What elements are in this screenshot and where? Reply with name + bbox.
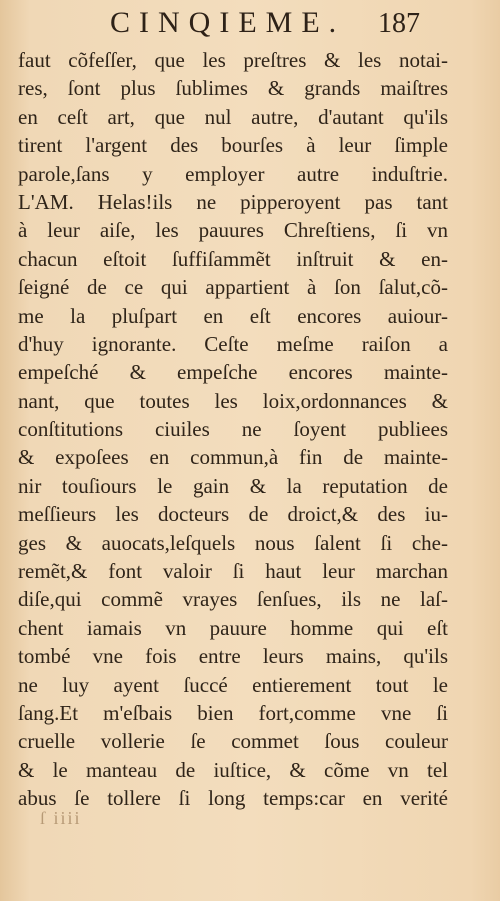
text-line: d'huy ignorante. Ceſte meſme raiſon a	[18, 331, 448, 356]
text-line: faut cõfeſſer, que les preſtres & les notai-	[18, 48, 448, 72]
text-line: chacun eſtoit ſuffiſammẽt inſtruit & en-	[18, 246, 448, 271]
page-number: 187	[378, 8, 420, 39]
text-line: chent iamais vn pauure homme qui eſt	[18, 615, 448, 640]
text-line: ſang.Et m'eſbais bien fort,comme vne ſi	[18, 700, 448, 725]
text-line: conſtitutions ciuiles ne ſoyent publiees	[18, 417, 448, 442]
text-line: meſſieurs les docteurs de droict,& des iu-	[18, 502, 448, 527]
text-line: & le manteau de iuſtice, & cõme vn tel	[18, 757, 448, 782]
text-line: tombé vne fois entre leurs mains, qu'ils	[18, 644, 448, 669]
text-line: & expoſees en commun,à fin de mainte-	[18, 445, 448, 470]
page-header	[0, 2, 500, 46]
body-text	[18, 46, 448, 813]
text-line: nir touſiours le gain & la reputation de	[18, 473, 448, 498]
text-line: empeſché & empeſche encores mainte-	[18, 360, 448, 385]
text-line: remẽt,& font valoir ſi haut leur marchan	[18, 559, 448, 584]
text-line: ſeigné de ce qui appartient à ſon ſalut,cõ-	[18, 275, 448, 300]
text-line: tirent l'argent des bourſes à leur ſimple	[18, 133, 448, 158]
running-title: CINQIEME.	[110, 6, 346, 39]
text-line: ges & auocats,leſquels nous ſalent ſi che-	[18, 530, 448, 555]
text-line: res, ſont plus ſublimes & grands maiſtres	[18, 76, 448, 101]
text-line: parole,ſans y employer autre induſtrie.	[18, 161, 448, 186]
text-line: nant, que toutes les loix,ordonnances &	[18, 388, 448, 413]
text-line: à leur aiſe, les pauures Chreſtiens, ſi vn	[18, 218, 448, 243]
text-line: ne luy ayent ſuccé entierement tout le	[18, 672, 448, 697]
text-line: abus ſe tollere ſi long temps:car en verité	[18, 786, 448, 811]
text-line: me la pluſpart en eſt encores auiour-	[18, 303, 448, 328]
text-line: cruelle vollerie ſe commet ſous couleur	[18, 729, 448, 754]
signature-mark: ſ iiii	[40, 808, 82, 828]
text-line: diſe,qui commẽ vrayes ſenſues, ils ne laſ-	[18, 587, 448, 612]
text-line: en ceſt art, que nul autre, d'autant qu'ils	[18, 104, 448, 129]
text-line: L'AM. Helas!ils ne pipperoyent pas tant	[18, 189, 448, 214]
